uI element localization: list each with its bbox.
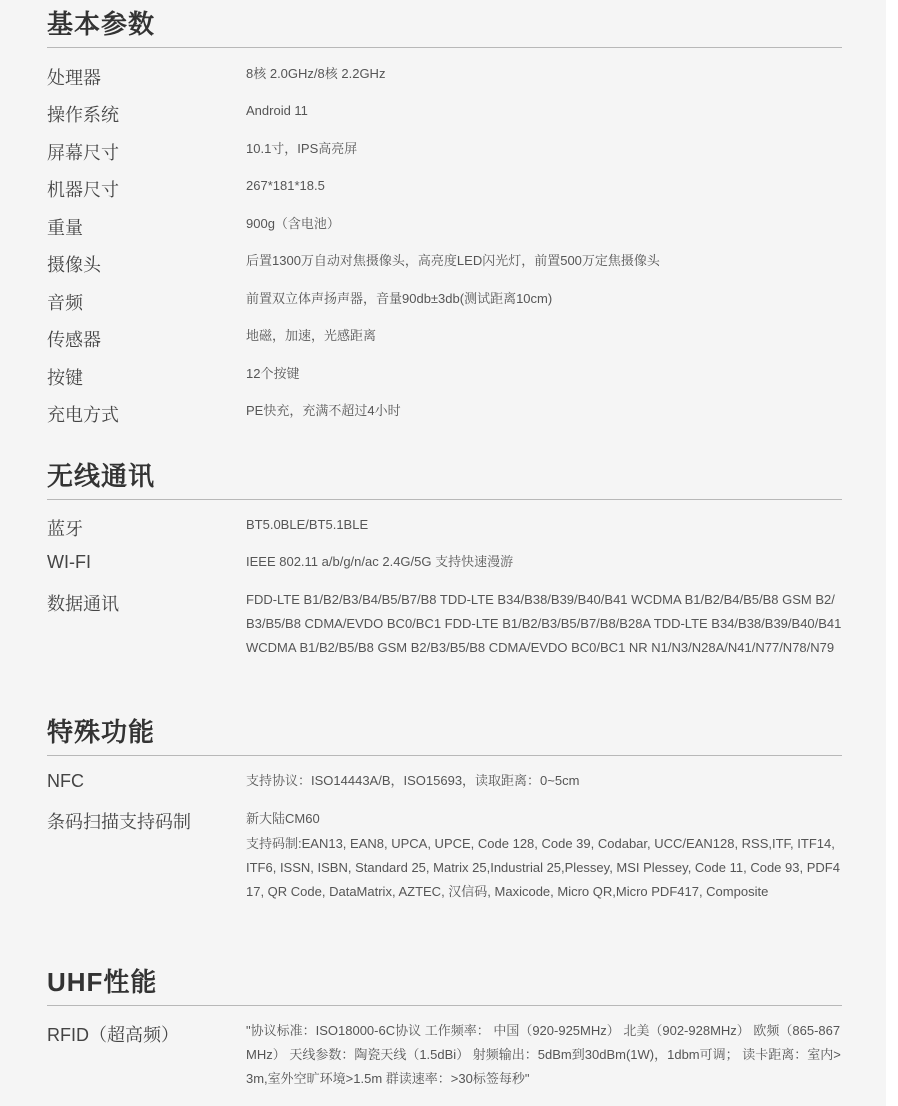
spec-value-barcode-symbologies: 支持码制:EAN13, EAN8, UPCA, UPCE, Code 128, Code 39, Codabar, UCC/EAN128, RSS,ITF, ITF14, ITF6, ISSN, ISBN, Standard 25, Matrix 25,Industrial 25,Plessey, MSI Plessey, Code 11, Code 93, PDF417, QR Code, DataMatrix, AZTEC, 汉信码, Maxicode, Micro QR,Micro PDF417, Composite	[246, 836, 840, 899]
spec-value-keys: 12个按键	[246, 366, 300, 381]
spec-value-weight: 900g（含电池）	[246, 216, 340, 231]
spec-label-cellular: 数据通讯	[47, 594, 119, 614]
spec-label-os: 操作系统	[47, 105, 119, 125]
spec-label-nfc: NFC	[47, 771, 84, 791]
spec-value-os: Android 11	[246, 103, 308, 118]
spec-value-audio: 前置双立体声扬声器，音量90db±3db(测试距离10cm)	[246, 291, 553, 306]
spec-label-cpu: 处理器	[47, 68, 101, 88]
spec-label-barcode: 条码扫描支持码制	[47, 812, 191, 832]
section-divider	[47, 755, 842, 756]
spec-value-nfc: 支持协议：ISO14443A/B，ISO15693，读取距离：0~5cm	[246, 773, 580, 788]
spec-value-bluetooth: BT5.0BLE/BT5.1BLE	[246, 517, 369, 532]
spec-value-wifi: IEEE 802.11 a/b/g/n/ac 2.4G/5G 支持快速漫游	[246, 554, 514, 569]
spec-label-charging: 充电方式	[47, 405, 119, 425]
spec-label-bluetooth: 蓝牙	[47, 519, 83, 539]
spec-label-audio: 音频	[47, 293, 83, 313]
spec-label-screen: 屏幕尺寸	[47, 143, 119, 163]
spec-value-dimensions: 267*181*18.5	[246, 178, 325, 193]
section-title-wireless: 无线通讯	[47, 461, 156, 491]
spec-label-wifi: WI-FI	[47, 552, 91, 572]
spec-value-cellular: FDD-LTE B1/B2/B3/B4/B5/B7/B8 TDD-LTE B34/B38/B39/B40/B41 WCDMA B1/B2/B4/B5/B8 GSM B2/B3/B5/B8 CDMA/EVDO BC0/BC1 FDD-LTE B1/B2/B3/B5/B7/B8/B28A TDD-LTE B34/B38/B39/B40/B41 WCDMA B1/B2/B5/B8 GSM B2/B3/B5/B8 CDMA/EVDO BC0/BC1 NR N1/N3/N28A/N41/N77/N78/N79	[246, 592, 842, 655]
spec-label-camera: 摄像头	[47, 255, 101, 275]
spec-value-camera: 后置1300万自动对焦摄像头，高亮度LED闪光灯，前置500万定焦摄像头	[246, 253, 660, 268]
section-title-basic: 基本参数	[47, 9, 156, 39]
spec-value-charging: PE快充，充满不超过4小时	[246, 403, 401, 418]
section-divider	[47, 47, 842, 48]
spec-label-dimensions: 机器尺寸	[47, 180, 119, 200]
spec-label-rfid: RFID（超高频）	[47, 1025, 179, 1045]
page-edge	[886, 0, 898, 1106]
section-title-uhf: UHF性能	[47, 967, 158, 997]
spec-label-sensors: 传感器	[47, 330, 101, 350]
section-divider	[47, 1005, 842, 1006]
spec-label-weight: 重量	[47, 218, 83, 238]
section-title-special: 特殊功能	[47, 717, 156, 747]
spec-value-screen: 10.1寸，IPS高亮屏	[246, 141, 358, 156]
spec-label-keys: 按键	[47, 368, 83, 388]
spec-value-cpu: 8核 2.0GHz/8核 2.2GHz	[246, 66, 386, 81]
section-divider	[47, 499, 842, 500]
spec-value-rfid: "协议标准：ISO18000-6C协议 工作频率： 中国（920-925MHz） 北美（902-928MHz） 欧频（865-867MHz） 天线参数：陶瓷天线（1.5dBi） 射频输出：5dBm到30dBm(1W)，1dbm可调； 读卡距离：室内>3m,室外空旷环境>1.5m 群读速率：>30标签每秒"	[246, 1023, 841, 1086]
spec-value-sensors: 地磁，加速，光感距离	[246, 328, 377, 343]
spec-value-barcode-engine: 新大陆CM60	[246, 811, 320, 826]
